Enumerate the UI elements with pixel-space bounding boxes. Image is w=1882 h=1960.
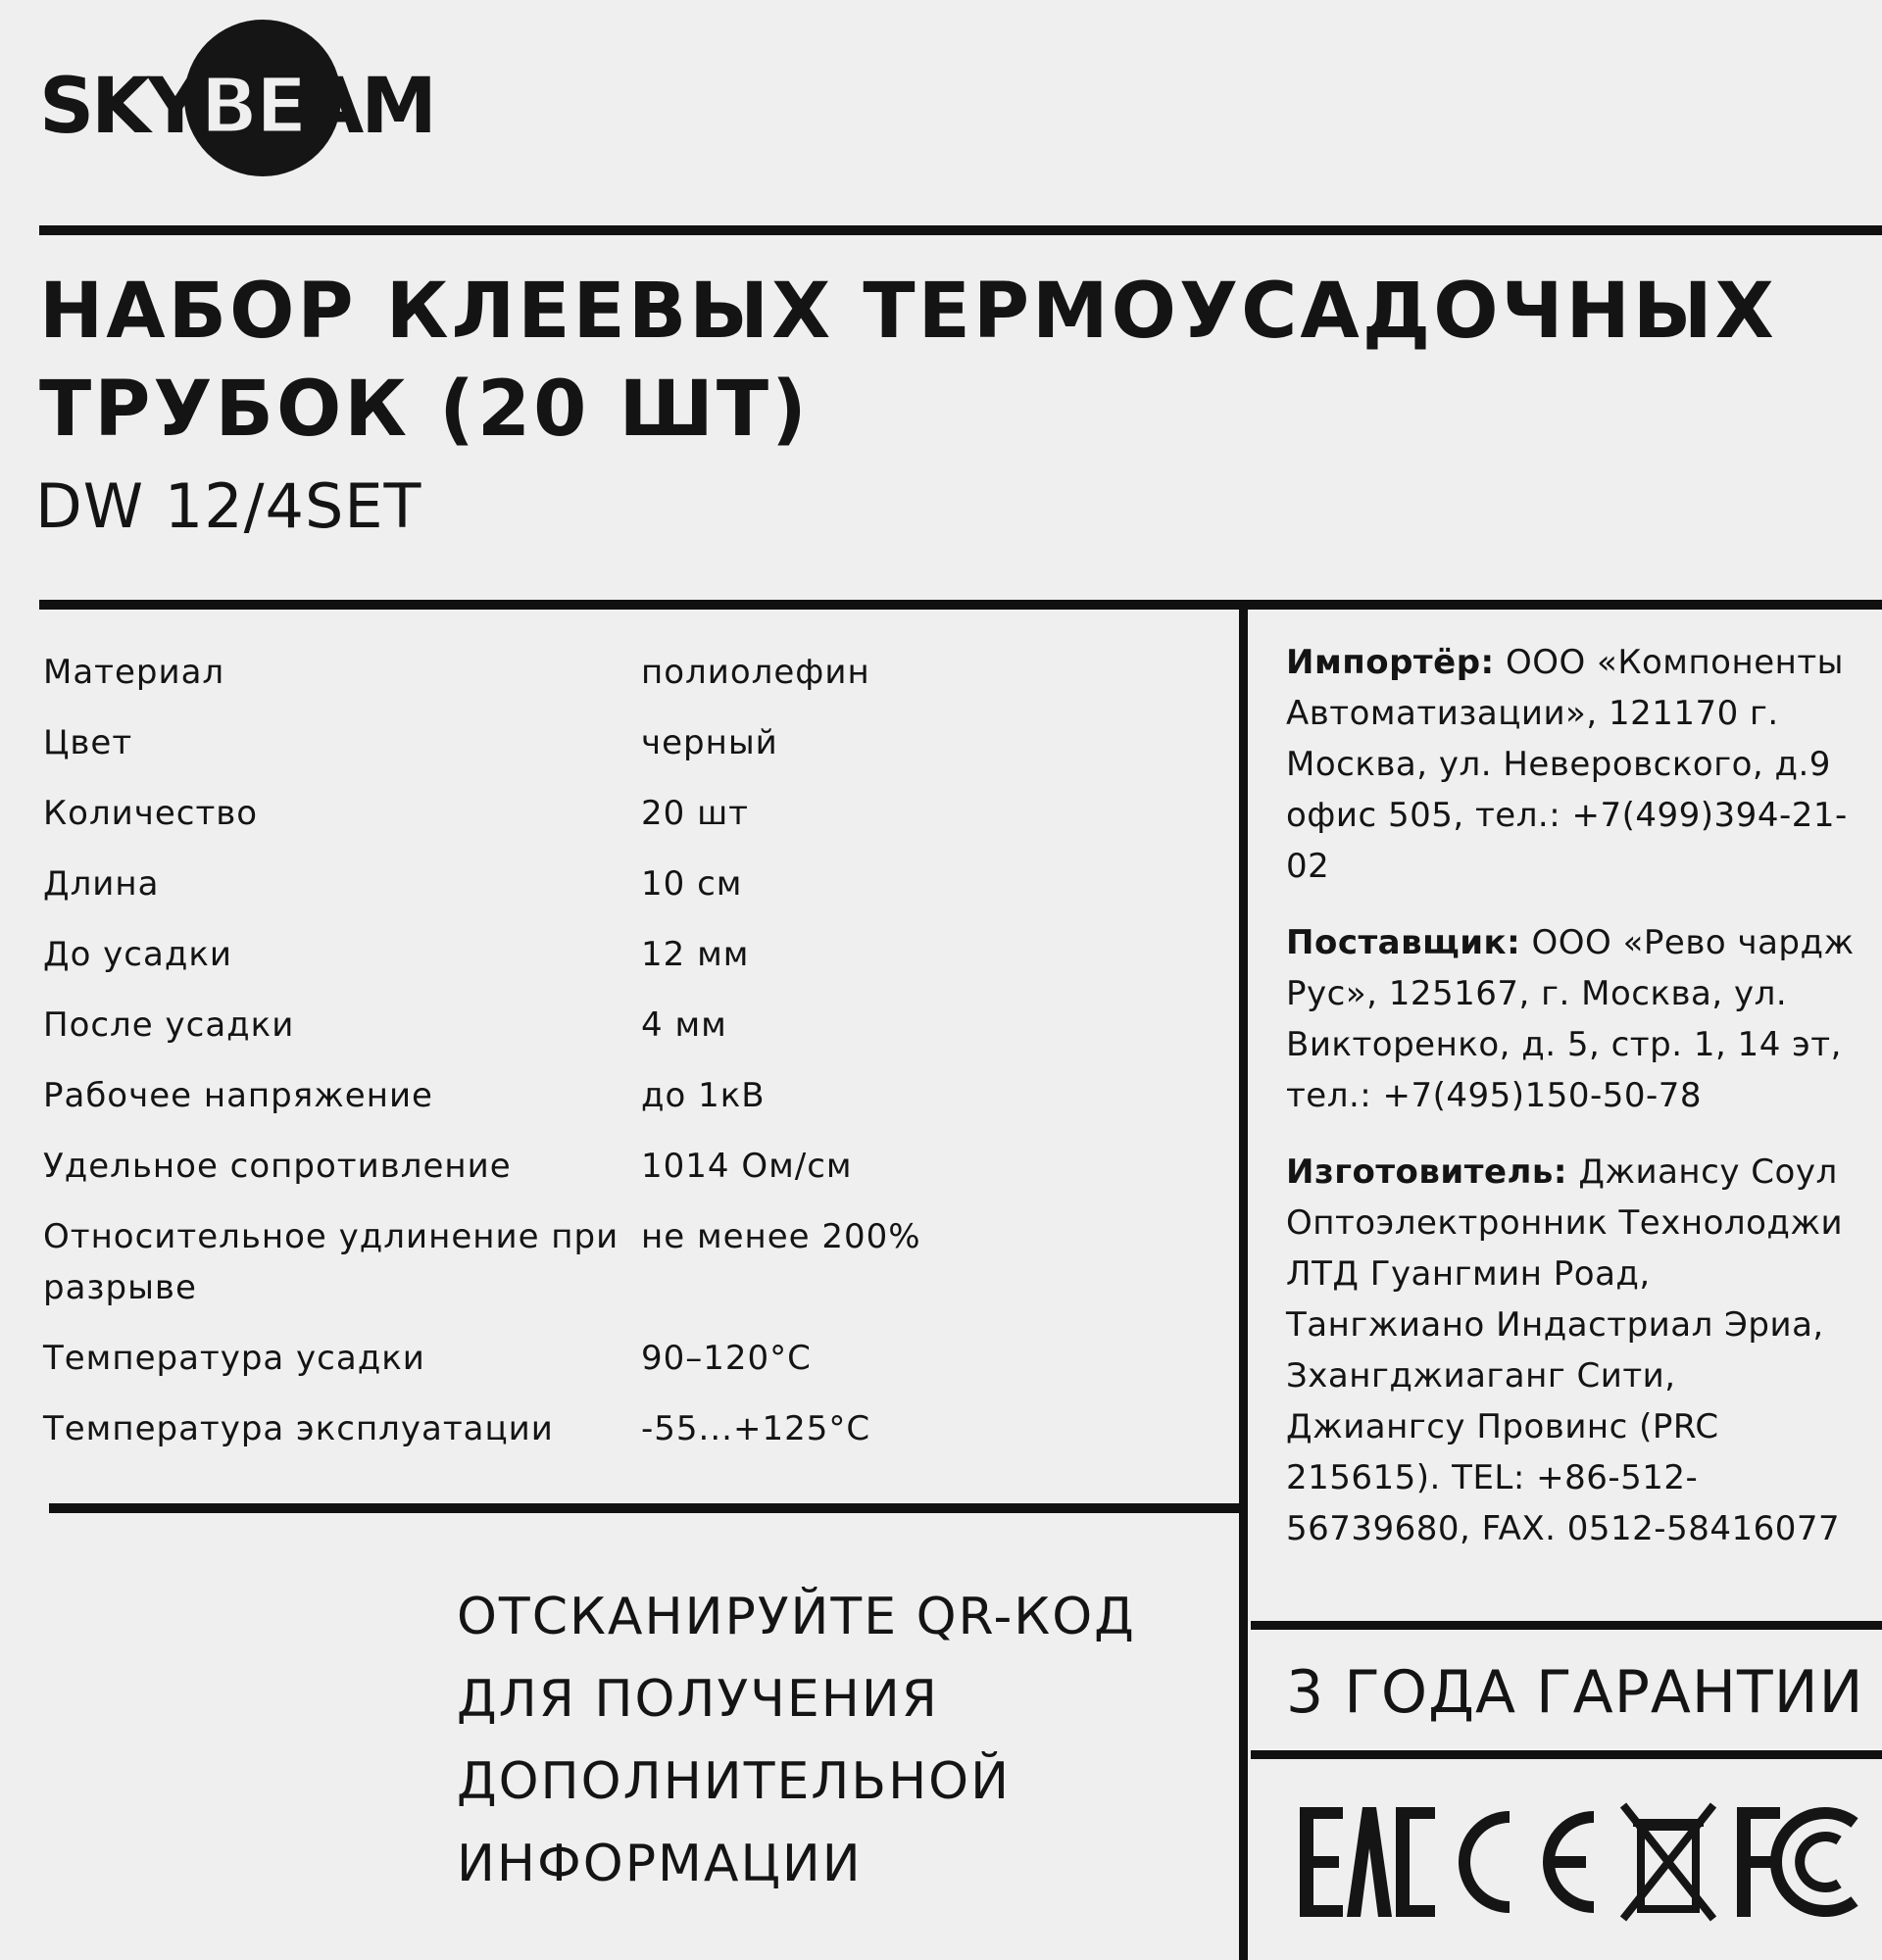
warranty-top-rule <box>1251 1621 1882 1630</box>
contacts-block <box>1286 637 1855 1580</box>
qr-line-1: ОТСКАНИРУЙТЕ QR-КОД <box>457 1588 1136 1646</box>
spec-row <box>43 1211 1200 1333</box>
spec-row <box>43 858 1200 929</box>
spec-value: 1014 Ом/см <box>641 1147 853 1186</box>
certification-marks-svg <box>1284 1793 1862 1931</box>
spec-label: Рабочее напряжение <box>43 1076 433 1115</box>
eac-mark-icon <box>1300 1807 1435 1917</box>
fcc-mark-icon <box>1737 1807 1855 1917</box>
weee-bin-mark-icon <box>1623 1805 1713 1919</box>
certification-marks <box>1284 1793 1862 1931</box>
spec-value: 4 мм <box>641 1005 727 1045</box>
logo-text: SKYBEAM <box>39 63 434 151</box>
qr-line-3: ДОПОЛНИТЕЛЬНОЙ <box>457 1752 1012 1811</box>
spec-value: -55...+125°С <box>641 1409 871 1448</box>
spec-value: до 1кВ <box>641 1076 766 1115</box>
specs-table <box>43 647 1200 1474</box>
top-rule <box>39 225 1882 235</box>
warranty-text: 3 ГОДА ГАРАНТИИ <box>1286 1658 1864 1727</box>
importer-info <box>1286 637 1855 892</box>
spec-label: Относительное удлинение при разрыве <box>43 1217 619 1307</box>
spec-value: черный <box>641 723 778 762</box>
qr-instructions <box>457 1576 1136 1905</box>
spec-row <box>43 929 1200 1000</box>
spec-label: Длина <box>43 864 160 904</box>
manufacturer-info <box>1286 1147 1855 1554</box>
ce-mark-icon <box>1464 1817 1594 1907</box>
spec-value: 20 шт <box>641 794 749 833</box>
spec-label: Количество <box>43 794 259 833</box>
spec-value: полиолефин <box>641 653 870 692</box>
warranty-bottom-rule <box>1251 1750 1882 1759</box>
spec-row <box>43 788 1200 858</box>
qr-line-2: ДЛЯ ПОЛУЧЕНИЯ <box>457 1670 939 1729</box>
spec-row <box>43 647 1200 717</box>
spec-row <box>43 1070 1200 1141</box>
qr-line-4: ИНФОРМАЦИИ <box>457 1835 863 1893</box>
model-number: DW 12/4SET <box>35 470 422 542</box>
spec-label: Температура усадки <box>43 1339 425 1378</box>
spec-value: 12 мм <box>641 935 750 974</box>
spec-row <box>43 717 1200 788</box>
manufacturer-text: Джиансу Соул Оптоэлектронник Технолоджи ЛТД Гуангмин Роад, Тангжиано Индастриал Эриа, Зхангджиаганг Сити, Джиангсу Провинс (PRC 215615). TEL: +86-512-56739680, FAX. 0512-58416077 <box>1286 1152 1844 1548</box>
spec-row <box>43 1141 1200 1211</box>
lower-rule <box>49 1503 1243 1513</box>
product-title <box>39 263 1843 459</box>
spec-label: Температура эксплуатации <box>43 1409 554 1448</box>
spec-label: До усадки <box>43 935 232 974</box>
supplier-info <box>1286 917 1855 1121</box>
supplier-label: Поставщик: <box>1286 923 1521 962</box>
spec-label: Удельное сопротивление <box>43 1147 512 1186</box>
supplier-text: ООО «Рево чардж Рус», 125167, г. Москва, ул. Викторенко, д. 5, стр. 1, 14 эт, тел.: +7(495)150-50-78 <box>1286 923 1855 1115</box>
manufacturer-label: Изготовитель: <box>1286 1152 1567 1192</box>
spec-value: 90–120°С <box>641 1339 812 1378</box>
title-line-1: НАБОР КЛЕЕВЫХ ТЕРМОУСАДОЧНЫХ <box>39 268 1777 356</box>
importer-text: ООО «Компоненты Автоматизации», 121170 г. Москва, ул. Неверовского, д.9 офис 505, тел.: +7(499)394-21-02 <box>1286 643 1848 886</box>
brand-logo <box>39 20 451 167</box>
spec-label: Материал <box>43 653 225 692</box>
middle-rule <box>39 600 1882 610</box>
spec-label: После усадки <box>43 1005 295 1045</box>
spec-row <box>43 1000 1200 1070</box>
spec-row <box>43 1333 1200 1403</box>
spec-value: не менее 200% <box>641 1217 921 1256</box>
spec-value: 10 см <box>641 864 743 904</box>
vertical-divider <box>1239 600 1248 1960</box>
importer-label: Импортёр: <box>1286 643 1495 682</box>
spec-row <box>43 1403 1200 1474</box>
title-line-2: ТРУБОК (20 ШТ) <box>39 366 810 454</box>
spec-label: Цвет <box>43 723 133 762</box>
